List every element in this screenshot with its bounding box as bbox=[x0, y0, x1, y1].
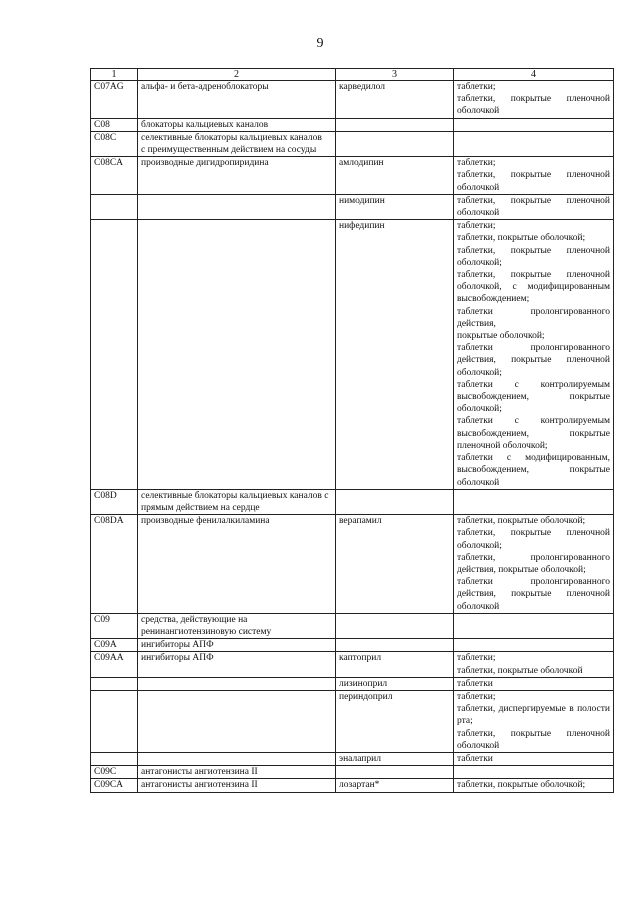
form-cell bbox=[454, 118, 614, 131]
form-cell: таблетки bbox=[454, 752, 614, 765]
atc-code-cell: C09CA bbox=[91, 779, 138, 792]
form-cell: таблетки; таблетки, покрытые пленочной оболочкой bbox=[454, 157, 614, 195]
column-header: 4 bbox=[454, 69, 614, 81]
group-cell: ингибиторы АПФ bbox=[138, 639, 336, 652]
group-cell: средства, действующие на ренинангиотензиновую систему bbox=[138, 613, 336, 638]
table-row bbox=[91, 766, 614, 779]
column-header: 3 bbox=[336, 69, 454, 81]
drug-cell bbox=[336, 613, 454, 638]
table-row bbox=[91, 515, 614, 614]
table-row bbox=[91, 613, 614, 638]
drug-cell bbox=[336, 489, 454, 514]
drug-cell: лозартан* bbox=[336, 779, 454, 792]
group-cell: антагонисты ангиотензина II bbox=[138, 779, 336, 792]
group-cell bbox=[138, 690, 336, 752]
group-cell: селективные блокаторы кальциевых каналов с преимущественным действием на сосуды bbox=[138, 131, 336, 156]
table-row bbox=[91, 131, 614, 156]
table-row bbox=[91, 652, 614, 677]
atc-code-cell: C09C bbox=[91, 766, 138, 779]
table-row bbox=[91, 639, 614, 652]
drug-cell: нифедипин bbox=[336, 220, 454, 489]
atc-code-cell: C09AA bbox=[91, 652, 138, 677]
group-cell: производные фенилалкиламина bbox=[138, 515, 336, 614]
atc-code-cell bbox=[91, 690, 138, 752]
atc-code-cell bbox=[91, 220, 138, 489]
drug-cell: периндоприл bbox=[336, 690, 454, 752]
table-row bbox=[91, 81, 614, 119]
atc-code-cell: C07AG bbox=[91, 81, 138, 119]
form-cell bbox=[454, 131, 614, 156]
table-row bbox=[91, 220, 614, 489]
column-header: 2 bbox=[138, 69, 336, 81]
table-row bbox=[91, 157, 614, 195]
table-row bbox=[91, 194, 614, 219]
atc-code-cell: C09A bbox=[91, 639, 138, 652]
atc-code-cell bbox=[91, 194, 138, 219]
drug-cell bbox=[336, 118, 454, 131]
group-cell: блокаторы кальциевых каналов bbox=[138, 118, 336, 131]
form-cell: таблетки, покрытые оболочкой; bbox=[454, 779, 614, 792]
table-row bbox=[91, 779, 614, 792]
drug-cell: амлодипин bbox=[336, 157, 454, 195]
table-row bbox=[91, 489, 614, 514]
drug-table bbox=[90, 68, 614, 793]
group-cell: альфа- и бета-адреноблокаторы bbox=[138, 81, 336, 119]
atc-code-cell: C08 bbox=[91, 118, 138, 131]
table-row bbox=[91, 690, 614, 752]
group-cell bbox=[138, 194, 336, 219]
atc-code-cell: C08CA bbox=[91, 157, 138, 195]
atc-code-cell: C08C bbox=[91, 131, 138, 156]
atc-code-cell bbox=[91, 677, 138, 690]
drug-cell bbox=[336, 131, 454, 156]
form-cell bbox=[454, 489, 614, 514]
group-cell: селективные блокаторы кальциевых каналов с прямым действием на сердце bbox=[138, 489, 336, 514]
drug-cell: лизиноприл bbox=[336, 677, 454, 690]
form-cell: таблетки; таблетки, покрытые пленочной оболочкой bbox=[454, 81, 614, 119]
drug-cell: эналаприл bbox=[336, 752, 454, 765]
form-cell: таблетки bbox=[454, 677, 614, 690]
form-cell: таблетки; таблетки, покрытые оболочкой; таблетки, покрытые пленочной оболочкой; таблетки, покрытые пленочной оболочкой, с модифицированным высвобождением; таблетки пролонгированного действия, покрытые оболочкой; таблетки пролонгированного действия, покрытые пленочной оболочкой; таблетки с контролируемым высвобождением, покрытые оболочкой; таблетки с контролируемым высвобождением, покрытые пленочной оболочкой; таблетки с модифицированным, высвобождением, покрытые оболочкой bbox=[454, 220, 614, 489]
drug-cell: каптоприл bbox=[336, 652, 454, 677]
form-cell bbox=[454, 766, 614, 779]
drug-cell bbox=[336, 639, 454, 652]
table-row bbox=[91, 677, 614, 690]
group-cell: ингибиторы АПФ bbox=[138, 652, 336, 677]
atc-code-cell: C09 bbox=[91, 613, 138, 638]
drug-cell: карведилол bbox=[336, 81, 454, 119]
atc-code-cell: C08D bbox=[91, 489, 138, 514]
group-cell bbox=[138, 220, 336, 489]
drug-cell: нимодипин bbox=[336, 194, 454, 219]
atc-code-cell bbox=[91, 752, 138, 765]
group-cell: производные дигидропиридина bbox=[138, 157, 336, 195]
group-cell: антагонисты ангиотензина II bbox=[138, 766, 336, 779]
column-header: 1 bbox=[91, 69, 138, 81]
drug-cell bbox=[336, 766, 454, 779]
atc-code-cell: C08DA bbox=[91, 515, 138, 614]
form-cell: таблетки, покрытые оболочкой; таблетки, покрытые пленочной оболочкой; таблетки, пролонгированного действия, покрытые оболочкой; таблетки пролонгированного действия, покрытые пленочной оболочкой bbox=[454, 515, 614, 614]
page-number: 9 bbox=[316, 36, 324, 51]
form-cell: таблетки; таблетки, покрытые оболочкой bbox=[454, 652, 614, 677]
form-cell bbox=[454, 613, 614, 638]
group-cell bbox=[138, 677, 336, 690]
form-cell: таблетки; таблетки, диспергируемые в полости рта; таблетки, покрытые пленочной оболочкой bbox=[454, 690, 614, 752]
table-row bbox=[91, 118, 614, 131]
form-cell bbox=[454, 639, 614, 652]
drug-cell: верапамил bbox=[336, 515, 454, 614]
table-row bbox=[91, 752, 614, 765]
group-cell bbox=[138, 752, 336, 765]
form-cell: таблетки, покрытые пленочной оболочкой bbox=[454, 194, 614, 219]
table-header-row bbox=[91, 69, 614, 81]
